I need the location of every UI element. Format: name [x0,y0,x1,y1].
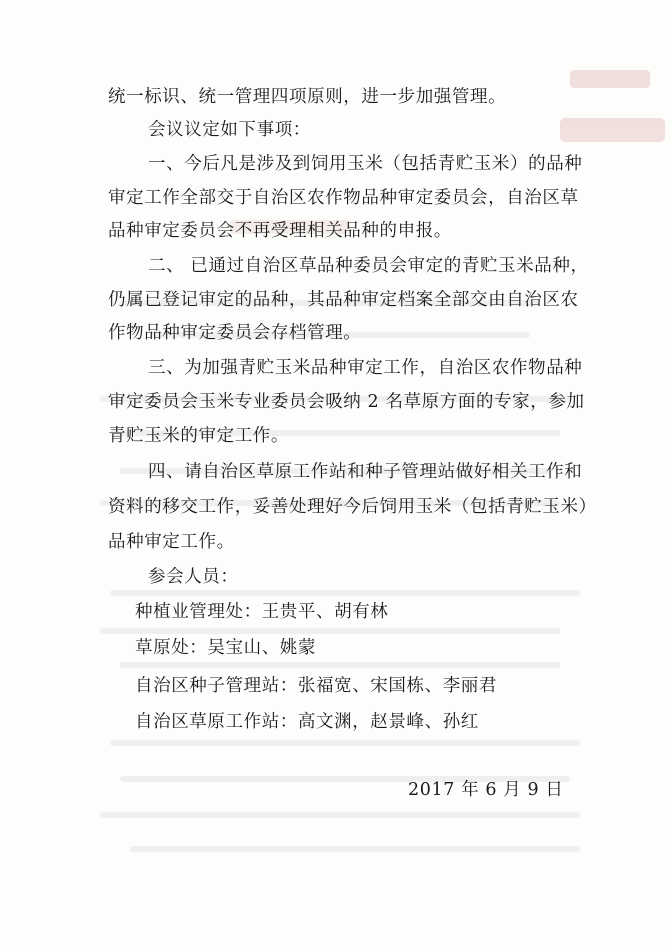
attendee-line-1: 种植业管理处：王贵平、胡有林 [135,602,389,622]
attendee-line-3: 自治区种子管理站：张福宽、宋国栋、李丽君 [135,676,497,696]
item-2-line-1: 二、 已通过自治区草品种委员会审定的青贮玉米品种， [148,256,589,276]
item-2-line-3: 作物品种审定委员会存档管理。 [108,323,362,343]
attendee-line-4: 自治区草原工作站：高文渊，赵景峰、孙红 [135,712,479,732]
item-4-line-1: 四、请自治区草原工作站和种子管理站做好相关工作和 [148,462,583,482]
attendees-label: 参会人员： [148,567,239,587]
document-date: 2017 年 6 月 9 日 [408,780,564,800]
item-1-line-3: 品种审定委员会不再受理相关品种的申报。 [108,221,452,241]
attendee-line-2: 草原处：吴宝山、姚蒙 [135,638,316,658]
item-3-line-3: 青贮玉米的审定工作。 [108,426,289,446]
item-2-line-2: 仍属已登记审定的品种，其品种审定档案全部交由自治区农 [108,290,579,310]
item-4-line-3: 品种审定工作。 [108,532,235,552]
item-1-line-2: 审定工作全部交于自治区农作物品种审定委员会，自治区草 [108,188,579,208]
item-3-line-2: 审定委员会玉米专业委员会吸纳 2 名草原方面的专家，参加 [108,392,585,412]
item-1-line-1: 一、今后凡是涉及到饲用玉米（包括青贮玉米）的品种 [148,154,583,174]
meeting-decided-heading: 会议议定如下事项： [148,120,311,140]
item-4-line-2: 资料的移交工作，妥善处理好今后饲用玉米（包括青贮玉米） [108,497,597,517]
intro-tail-text: 统一标识、统一管理四项原则，进一步加强管理。 [108,87,507,107]
item-3-line-1: 三、为加强青贮玉米品种审定工作，自治区农作物品种 [148,358,583,378]
